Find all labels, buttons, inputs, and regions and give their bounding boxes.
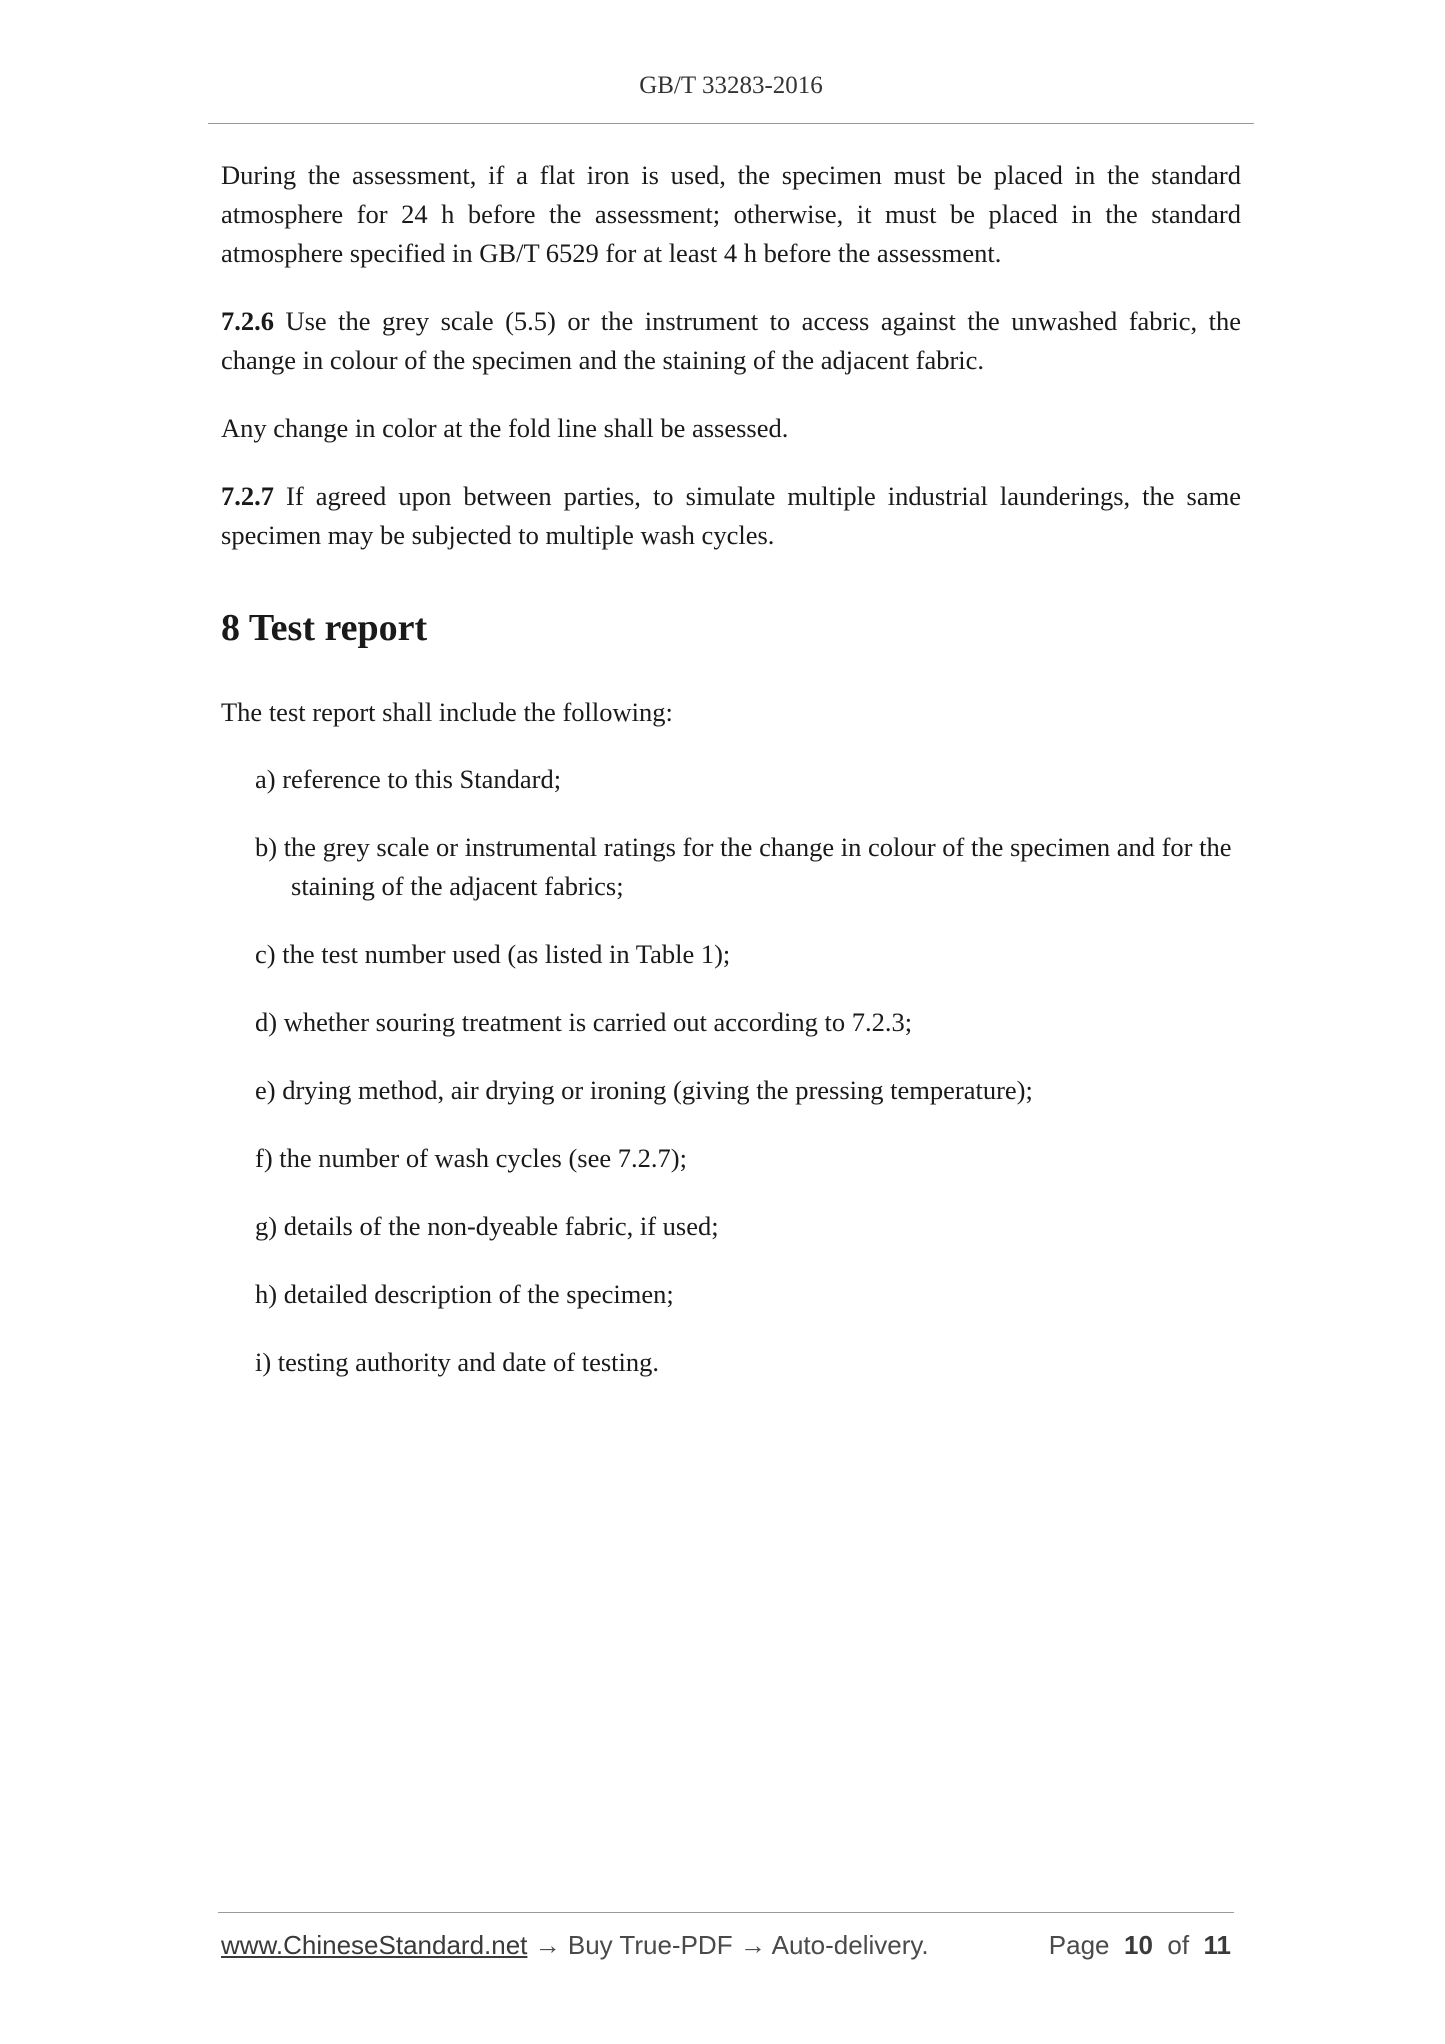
list-item: e) drying method, air drying or ironing (giving the pressing temperature);: [255, 1075, 1033, 1105]
footer-promo: [221, 1930, 929, 1961]
section-intro: The test report shall include the following:: [221, 697, 673, 727]
list-item: d) whether souring treatment is carried out according to 7.2.3;: [255, 1007, 913, 1037]
assessment-paragraph: During the assessment, if a flat iron is used, the specimen must be placed in the standard atmosphere for 24 h before the assessment; otherwise, it must be placed in the standard atmosphere specified in GB/T 6529 for at least 4 h before the assessment.: [221, 160, 1241, 268]
document-code: GB/T 33283-2016: [639, 72, 823, 99]
of-label: of: [1167, 1930, 1190, 1960]
list-item: b) the grey scale or instrumental ratings for the change in colour of the specimen and for the staining of the adjacent fabrics;: [255, 832, 1232, 901]
footer-divider: [218, 1912, 1234, 1913]
page-number: [1049, 1930, 1231, 1961]
clause-number: 7.2.6: [221, 306, 274, 336]
header-divider: [208, 123, 1254, 124]
list-item: h) detailed description of the specimen;: [255, 1279, 674, 1309]
list-item: i) testing authority and date of testing.: [255, 1347, 660, 1377]
clause-7-2-7: [221, 477, 1241, 555]
arrow-icon: →: [534, 1930, 561, 1960]
clause-text: Use the grey scale (5.5) or the instrument to access against the unwashed fabric, the change in colour of the specimen and the staining of the adjacent fabric.: [221, 306, 1241, 375]
list-item: a) reference to this Standard;: [255, 764, 562, 794]
current-page: 10: [1123, 1930, 1153, 1960]
page-header: [208, 72, 1254, 100]
list-item: c) the test number used (as listed in Table 1);: [255, 939, 731, 969]
clause-text: If agreed upon between parties, to simulate multiple industrial launderings, the same specimen may be subjected to multiple wash cycles.: [221, 481, 1241, 550]
test-report-list: [221, 760, 1241, 1382]
section-heading-test-report: 8 Test report: [221, 607, 428, 649]
page-label: Page: [1048, 1930, 1110, 1960]
list-item: f) the number of wash cycles (see 7.2.7);: [255, 1143, 687, 1173]
list-item: g) details of the non-dyeable fabric, if used;: [255, 1211, 719, 1241]
fold-line-paragraph: Any change in color at the fold line shall be assessed.: [221, 413, 789, 443]
page-body: [221, 156, 1241, 1411]
total-pages: 11: [1203, 1930, 1231, 1960]
arrow-icon: →: [739, 1930, 766, 1960]
website-link[interactable]: www.ChineseStandard.net: [221, 1930, 528, 1960]
auto-delivery-text: Auto-delivery.: [771, 1930, 929, 1960]
buy-pdf-text: Buy True-PDF: [567, 1930, 733, 1960]
clause-7-2-6: [221, 302, 1241, 380]
clause-number: 7.2.7: [221, 481, 274, 511]
